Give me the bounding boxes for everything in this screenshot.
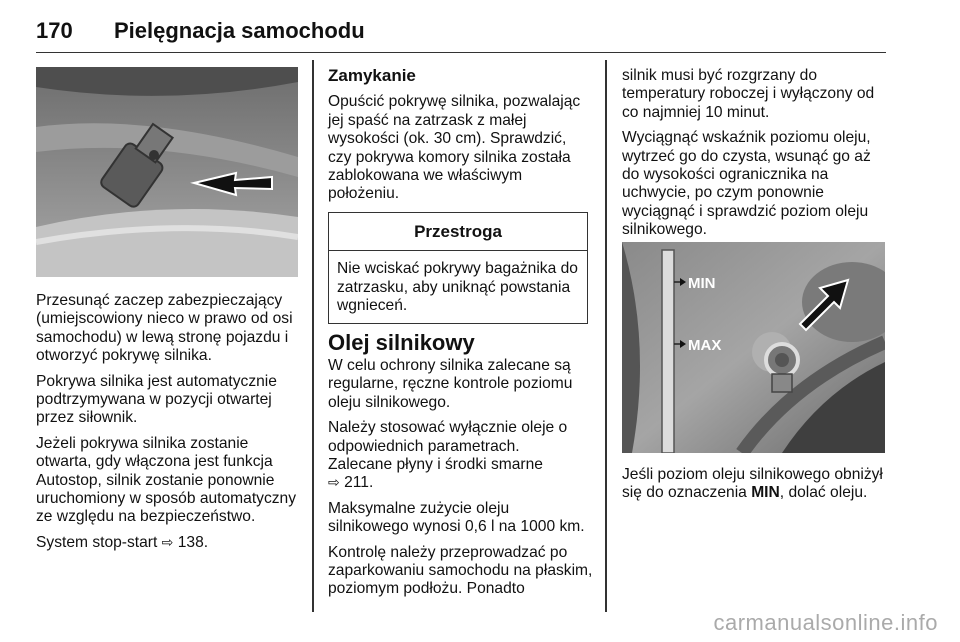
dipstick-min-label: MIN bbox=[688, 275, 716, 292]
column-3-bottom bbox=[622, 466, 897, 510]
paragraph bbox=[36, 534, 301, 552]
column-divider-1 bbox=[312, 60, 314, 612]
paragraph: W celu ochrony silnika zalecane są regularne, ręczne kontrole poziomu oleju silnikowego. bbox=[328, 356, 573, 411]
column-1 bbox=[36, 292, 301, 559]
column-3 bbox=[622, 67, 890, 247]
oil-level-text-end: , dolać oleju. bbox=[779, 484, 868, 502]
oil-use-text: Należy stosować wyłącznie oleje o odpowiednich parametrach. bbox=[328, 419, 568, 455]
page-reference-link[interactable]: 211. bbox=[344, 474, 374, 492]
column-2 bbox=[328, 67, 593, 606]
oil-dipstick-illustration bbox=[622, 242, 885, 453]
stop-start-text: System stop-start bbox=[36, 533, 158, 551]
caution-box bbox=[328, 212, 588, 325]
paragraph: Kontrolę należy przeprowadzać po zaparkowaniu samochodu na płaskim, poziomym podłożu. Ponadto bbox=[328, 543, 593, 598]
paragraph bbox=[622, 466, 897, 503]
paragraph: Jeżeli pokrywa silnika zostanie otwarta, gdy włączona jest funkcja Autostop, silnik zostanie ponownie uruchomiony w sposób automatyczny ze względu na bezpieczeństwo. bbox=[36, 434, 297, 526]
column-divider-2 bbox=[605, 60, 607, 612]
dipstick-max-label: MAX bbox=[688, 337, 722, 354]
page-reference-icon: ⇨ bbox=[328, 475, 340, 492]
closing-heading: Zamykanie bbox=[328, 66, 416, 85]
min-mark-label: MIN bbox=[751, 484, 780, 502]
caution-text: Nie wciskać pokrywy bagażnika do zatrzasku, aby uniknąć powstania wgnieceń. bbox=[337, 260, 578, 315]
hood-release-illustration bbox=[36, 67, 298, 277]
closing-text: Opuścić pokrywę silnika, pozwalając jej spaść na zatrzask z małej wysokości (ok. 30 cm). Sprawdzić, czy pokrywa komory silnika została zablokowana we właściwym położeniu. bbox=[328, 93, 581, 203]
watermark: carmanualsonline.info bbox=[713, 610, 938, 635]
page-reference-icon: ⇨ bbox=[161, 534, 174, 551]
paragraph: Wyciągnąć wskaźnik poziomu oleju, wytrzeć go do czysta, wsunąć go aż do wysokości ogranicznika na uchwycie, po czym ponownie wyciągnąć i sprawdzić poziom oleju silnikowego. bbox=[622, 129, 871, 239]
paragraph: Pokrywa silnika jest automatycznie podtrzymywana w pozycji otwartej przez siłownik. bbox=[36, 372, 277, 427]
page-number: 170 bbox=[36, 18, 73, 43]
paragraph: Przesunąć zaczep zabezpieczający (umiejscowiony nieco w prawo od osi samochodu) w lewą stronę pojazdu i otworzyć pokrywę silnika. bbox=[36, 292, 293, 365]
page-reference-link[interactable]: 138. bbox=[177, 533, 209, 551]
paragraph: Maksymalne zużycie oleju silnikowego wynosi 0,6 l na 1000 km. bbox=[328, 499, 585, 536]
paragraph: silnik musi być rozgrzany do temperatury roboczej i wyłączony od co najmniej 10 minut. bbox=[622, 67, 875, 121]
caution-title: Przestroga bbox=[329, 213, 587, 251]
fluids-text: Zalecane płyny i środki smarne bbox=[328, 455, 543, 473]
oil-level-text: Jeśli poziom oleju silnikowego obniżył się do oznaczenia bbox=[622, 466, 883, 502]
paragraph bbox=[328, 419, 593, 493]
page-header bbox=[36, 12, 886, 53]
engine-oil-heading: Olej silnikowy bbox=[328, 330, 475, 356]
page-title: Pielęgnacja samochodu bbox=[114, 18, 365, 43]
